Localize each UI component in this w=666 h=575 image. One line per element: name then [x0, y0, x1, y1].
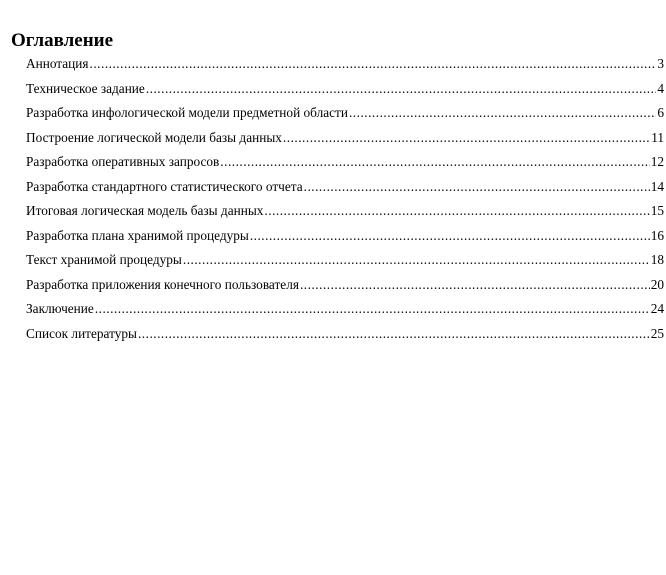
toc-entry-title: Разработка инфологической модели предметной области	[26, 105, 348, 120]
toc-entry[interactable]	[26, 250, 664, 275]
toc-dot-leader	[138, 324, 650, 344]
toc-entry-title: Аннотация	[26, 56, 89, 71]
toc-dot-leader	[264, 201, 649, 221]
toc-entry[interactable]	[26, 152, 664, 177]
toc-page-number: 4	[657, 80, 664, 96]
toc-page-number: 16	[650, 227, 664, 243]
toc-entry[interactable]	[26, 54, 664, 79]
toc-dot-leader	[283, 128, 650, 148]
toc-title: Оглавление	[11, 30, 114, 51]
toc-entry[interactable]	[26, 299, 664, 324]
toc-entry-title: Список литературы	[26, 325, 137, 341]
toc-entry-title: Построение логической модели базы данных	[26, 129, 282, 145]
toc-dot-leader	[349, 103, 656, 123]
toc-dot-leader	[183, 250, 650, 270]
toc-entry[interactable]	[26, 177, 664, 202]
toc-entry[interactable]	[26, 275, 664, 300]
toc-page-number: 6	[657, 105, 664, 120]
toc-entry-title: Разработка стандартного статистического отчета	[26, 178, 303, 194]
toc-page-number: 11	[651, 129, 664, 145]
toc-dot-leader	[146, 79, 657, 99]
toc-entry[interactable]	[26, 128, 664, 153]
toc-dot-leader	[220, 152, 649, 172]
toc-entry[interactable]	[26, 79, 664, 104]
toc-entry[interactable]	[26, 201, 664, 226]
toc-dot-leader	[95, 299, 650, 319]
toc-page-number: 14	[650, 178, 664, 194]
toc-entry-title: Итоговая логическая модель базы данных	[26, 203, 264, 218]
toc-dot-leader	[304, 177, 650, 197]
toc-list	[26, 54, 664, 348]
toc-page-number: 24	[650, 301, 664, 316]
toc-dot-leader	[300, 275, 650, 295]
toc-entry-title: Текст хранимой процедуры	[26, 252, 182, 267]
toc-entry[interactable]	[26, 103, 664, 128]
toc-entry-title: Разработка оперативных запросов	[26, 154, 220, 169]
toc-page-number: 15	[650, 203, 664, 218]
toc-entry-title: Заключение	[26, 301, 94, 316]
toc-page-number: 20	[650, 276, 664, 292]
toc-entry-title: Разработка плана хранимой процедуры	[26, 227, 249, 243]
toc-page-number: 18	[650, 252, 664, 267]
toc-entry-title: Техническое задание	[26, 80, 145, 96]
toc-page-number: 25	[650, 325, 664, 341]
toc-page-number: 3	[657, 56, 664, 71]
toc-page-number: 12	[650, 154, 664, 169]
toc-entry[interactable]	[26, 226, 664, 251]
toc-entry-title: Разработка приложения конечного пользователя	[26, 276, 299, 292]
toc-dot-leader	[90, 54, 657, 74]
toc-entry[interactable]	[26, 324, 664, 349]
toc-dot-leader	[250, 226, 650, 246]
